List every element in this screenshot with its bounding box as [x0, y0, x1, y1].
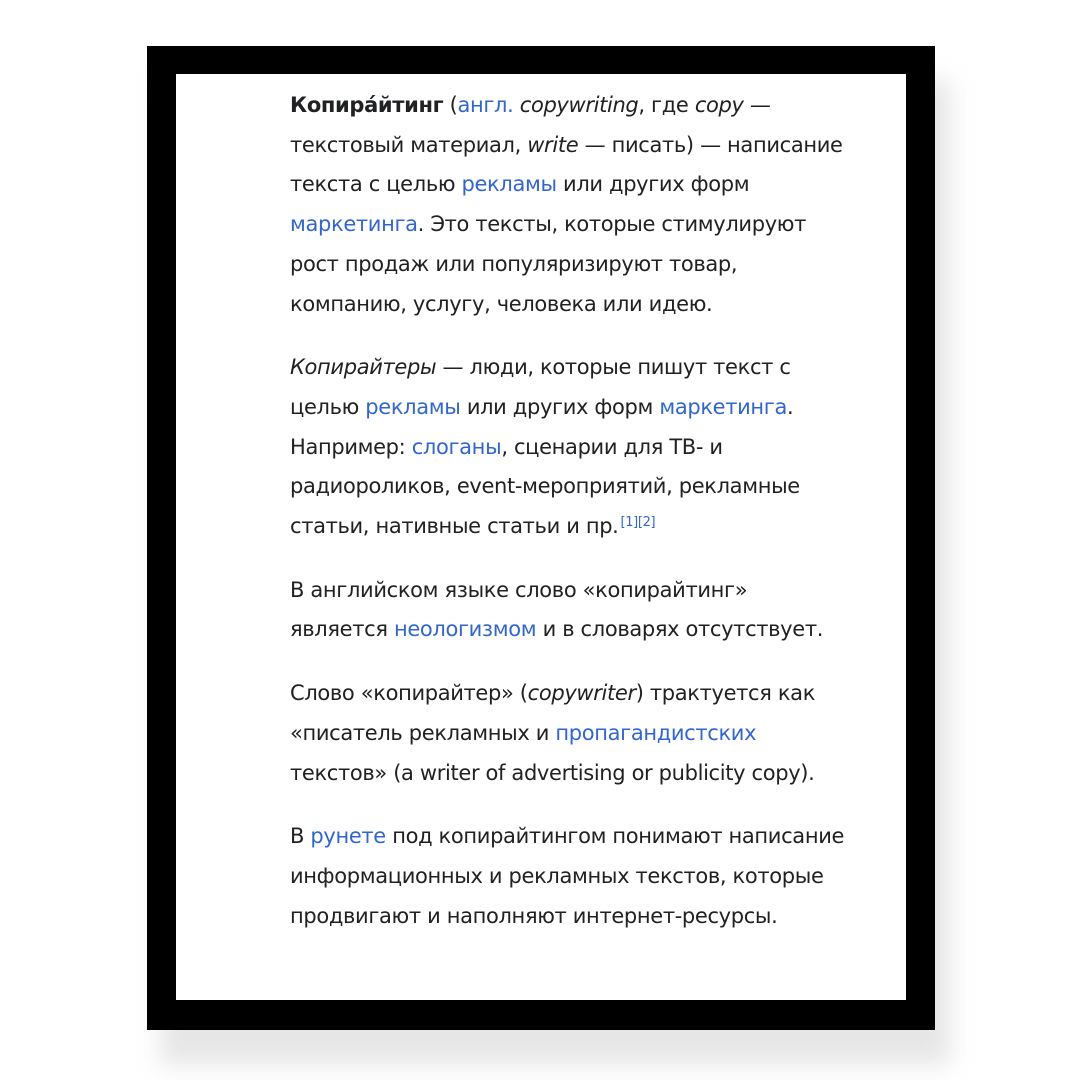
term-english: copywriting [519, 93, 639, 117]
link-advertising-2[interactable]: рекламы [365, 394, 461, 419]
text-part: ) трактуется как «писатель рекламных и [290, 681, 816, 745]
term-title: Копира́йтинг [290, 93, 444, 117]
text-part: текстов» (a writer of advertising or publicity copy). [290, 760, 815, 785]
link-runet[interactable]: рунете [310, 824, 386, 849]
text-part: или других форм [466, 394, 653, 419]
paragraph-copywriters [290, 348, 850, 547]
copy-english: copy [694, 93, 744, 117]
paragraph-definition [290, 86, 850, 324]
link-propaganda[interactable]: пропагандистских [555, 720, 757, 745]
link-slogans[interactable]: слоганы [411, 434, 502, 459]
link-marketing[interactable]: маркетинга [290, 212, 418, 237]
text-part: — люди, которые пишут текст с целью [290, 355, 791, 419]
reference-2[interactable]: [2] [637, 515, 656, 531]
article-content [290, 86, 850, 936]
link-english[interactable]: англ. [457, 93, 514, 117]
reference-1[interactable]: [1] [620, 515, 638, 531]
link-marketing-2[interactable]: маркетинга [659, 394, 787, 419]
paragraph-english [290, 571, 850, 650]
where-text: , где [638, 93, 689, 117]
text-part: Слово «копирайтер» ( [290, 681, 528, 706]
open-paren: ( [449, 93, 458, 117]
text-part: В английском языке слово «копирайтинг» является [290, 577, 748, 642]
references [621, 515, 656, 530]
dash-text: — [749, 93, 771, 117]
term-copywriters: Копирайтеры [290, 355, 437, 380]
link-advertising[interactable]: рекламы [461, 172, 557, 197]
text-part: под копирайтингом понимают написание информационных и рекламных текстов, которые продвигают и наполняют интернет-ресурсы. [290, 824, 845, 928]
text-part: , сценарии для ТВ- и радиороликов, event-мероприятий, рекламные статьи, нативные статьи и пр. [290, 434, 800, 539]
paragraph-runet [290, 817, 850, 936]
rest-text: . Это тексты, которые стимулируют рост продаж или популяризируют товар, компанию, услугу, человека или идею. [290, 212, 806, 316]
text-part: В [290, 824, 305, 849]
paragraph-copywriter-word [290, 674, 850, 793]
article-page [176, 74, 906, 1000]
text-part: . Например: [290, 394, 794, 459]
write-rest-text: — писать) — написание текста с целью [290, 132, 843, 197]
link-neologism[interactable]: неологизмом [393, 617, 537, 642]
material-text: текстовый материал, [290, 132, 521, 157]
after-ads-text: или других форм [563, 172, 750, 197]
text-part: и в словарях отсутствует. [542, 617, 824, 642]
write-english: write [527, 132, 579, 157]
term-copywriter-english: copywriter [527, 681, 636, 706]
